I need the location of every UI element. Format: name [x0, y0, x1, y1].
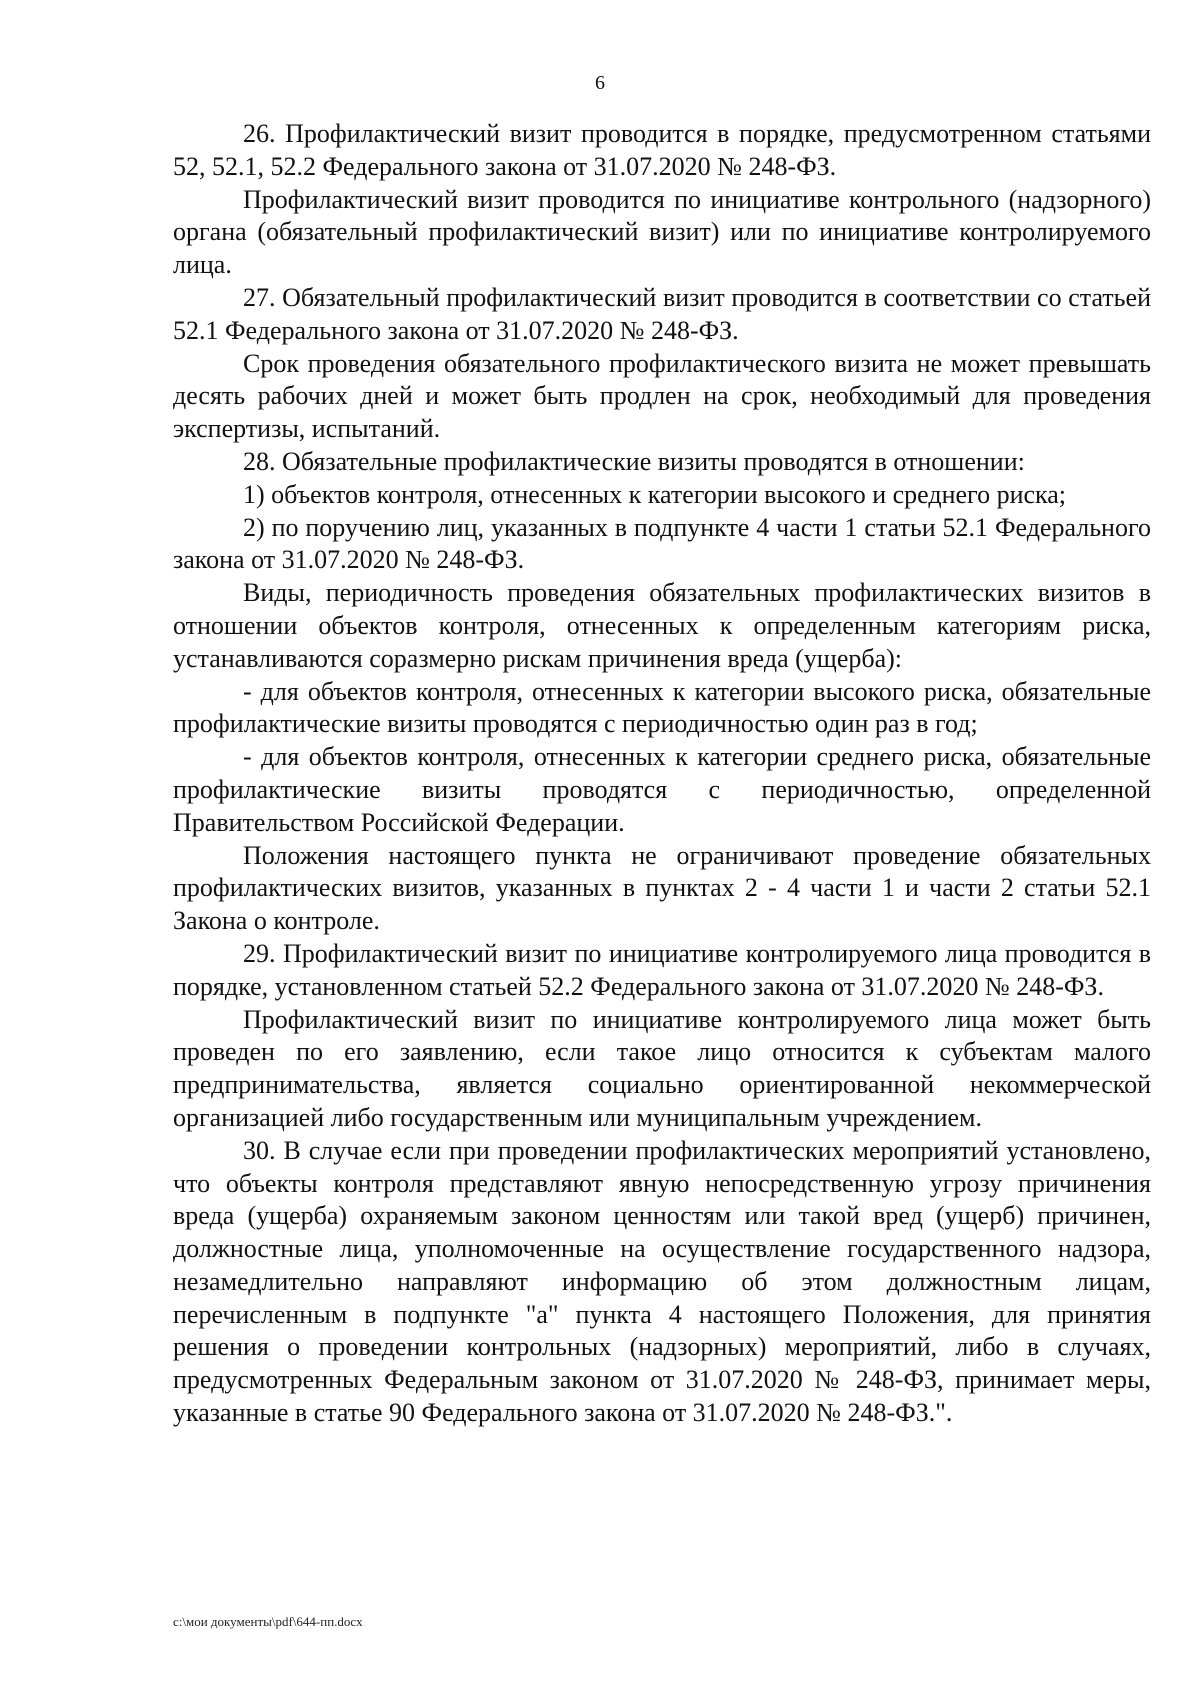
- paragraph-provisions: Положения настоящего пункта не ограничивают проведение обязательных профилактических визитов, указанных в пунктах 2 - 4 части 1 и части 2 статьи 52.1 Закона о контроле.: [173, 840, 1151, 936]
- paragraph-29: 29. Профилактический визит по инициативе контролируемого лица проводится в порядке, установленном статьей 52.2 Федерального закона от 31.07.2020 № 248-ФЗ.: [173, 938, 1151, 1001]
- bullet-high-risk: - для объектов контроля, отнесенных к категории высокого риска, обязательные профилактические визиты проводятся с периодичностью один раз в год;: [173, 676, 1151, 739]
- page-number: 6: [595, 72, 605, 94]
- paragraph-30: 30. В случае если при проведении профилактических мероприятий установлено, что объекты контроля представляют явную непосредственную угрозу причинения вреда (ущерба) охраняемым законом ценностям или такой вред (ущерб) причинен, должностные лица, уполномоченные на осуществление государственного надзора, незамедлительно направляют информацию об этом должностным лицам, перечисленным в подпункте "а" пункта 4 настоящего Положения, для принятия решения о проведении контрольных (надзорных) мероприятий, либо в случаях, предусмотренных Федеральным законом от 31.07.2020 № 248-ФЗ, принимает меры, указанные в статье 90 Федерального закона от 31.07.2020 № 248-ФЗ.".: [173, 1135, 1151, 1428]
- paragraph-visit-term: Срок проведения обязательного профилактического визита не может превышать десять рабочих дней и может быть продлен на срок, необходимый для проведения экспертизы, испытаний.: [173, 348, 1151, 444]
- list-item-1: 1) объектов контроля, отнесенных к категории высокого и среднего риска;: [243, 479, 1067, 509]
- bullet-medium-risk: - для объектов контроля, отнесенных к категории среднего риска, обязательные профилактические визиты проводятся с периодичностью, определенной Правительством Российской Федерации.: [173, 742, 1151, 837]
- paragraph-27: 27. Обязательный профилактический визит проводится в соответствии со статьей 52.1 Федерального закона от 31.07.2020 № 248-ФЗ.: [173, 282, 1151, 345]
- paragraph-visit-application: Профилактический визит по инициативе контролируемого лица может быть проведен по его заявлению, если такое лицо относится к субъектам малого предпринимательства, является социально ориентированной некоммерческой организацией либо государственным или муниципальным учреждением.: [173, 1004, 1151, 1132]
- paragraph-visit-initiative: Профилактический визит проводится по инициативе контрольного (надзорного) органа (обязательный профилактический визит) или по инициативе контролируемого лица.: [173, 184, 1151, 280]
- paragraph-26: 26. Профилактический визит проводится в порядке, предусмотренном статьями 52, 52.1, 52.2 Федерального закона от 31.07.2020 № 248-ФЗ.: [173, 119, 1151, 181]
- paragraph-28: 28. Обязательные профилактические визиты проводятся в отношении:: [243, 446, 1025, 476]
- list-item-2: 2) по поручению лиц, указанных в подпункте 4 части 1 статьи 52.1 Федерального закона от 31.07.2020 № 248-ФЗ.: [173, 512, 1151, 575]
- document-body: [173, 118, 1151, 1430]
- paragraph-visit-types: Виды, периодичность проведения обязательных профилактических визитов в отношении объектов контроля, отнесенных к определенным категориям риска, устанавливаются соразмерно рискам причинения вреда (ущерба):: [173, 578, 1151, 673]
- footer-file-path: c:\мои документы\pdf\644-пп.docx: [173, 1614, 363, 1629]
